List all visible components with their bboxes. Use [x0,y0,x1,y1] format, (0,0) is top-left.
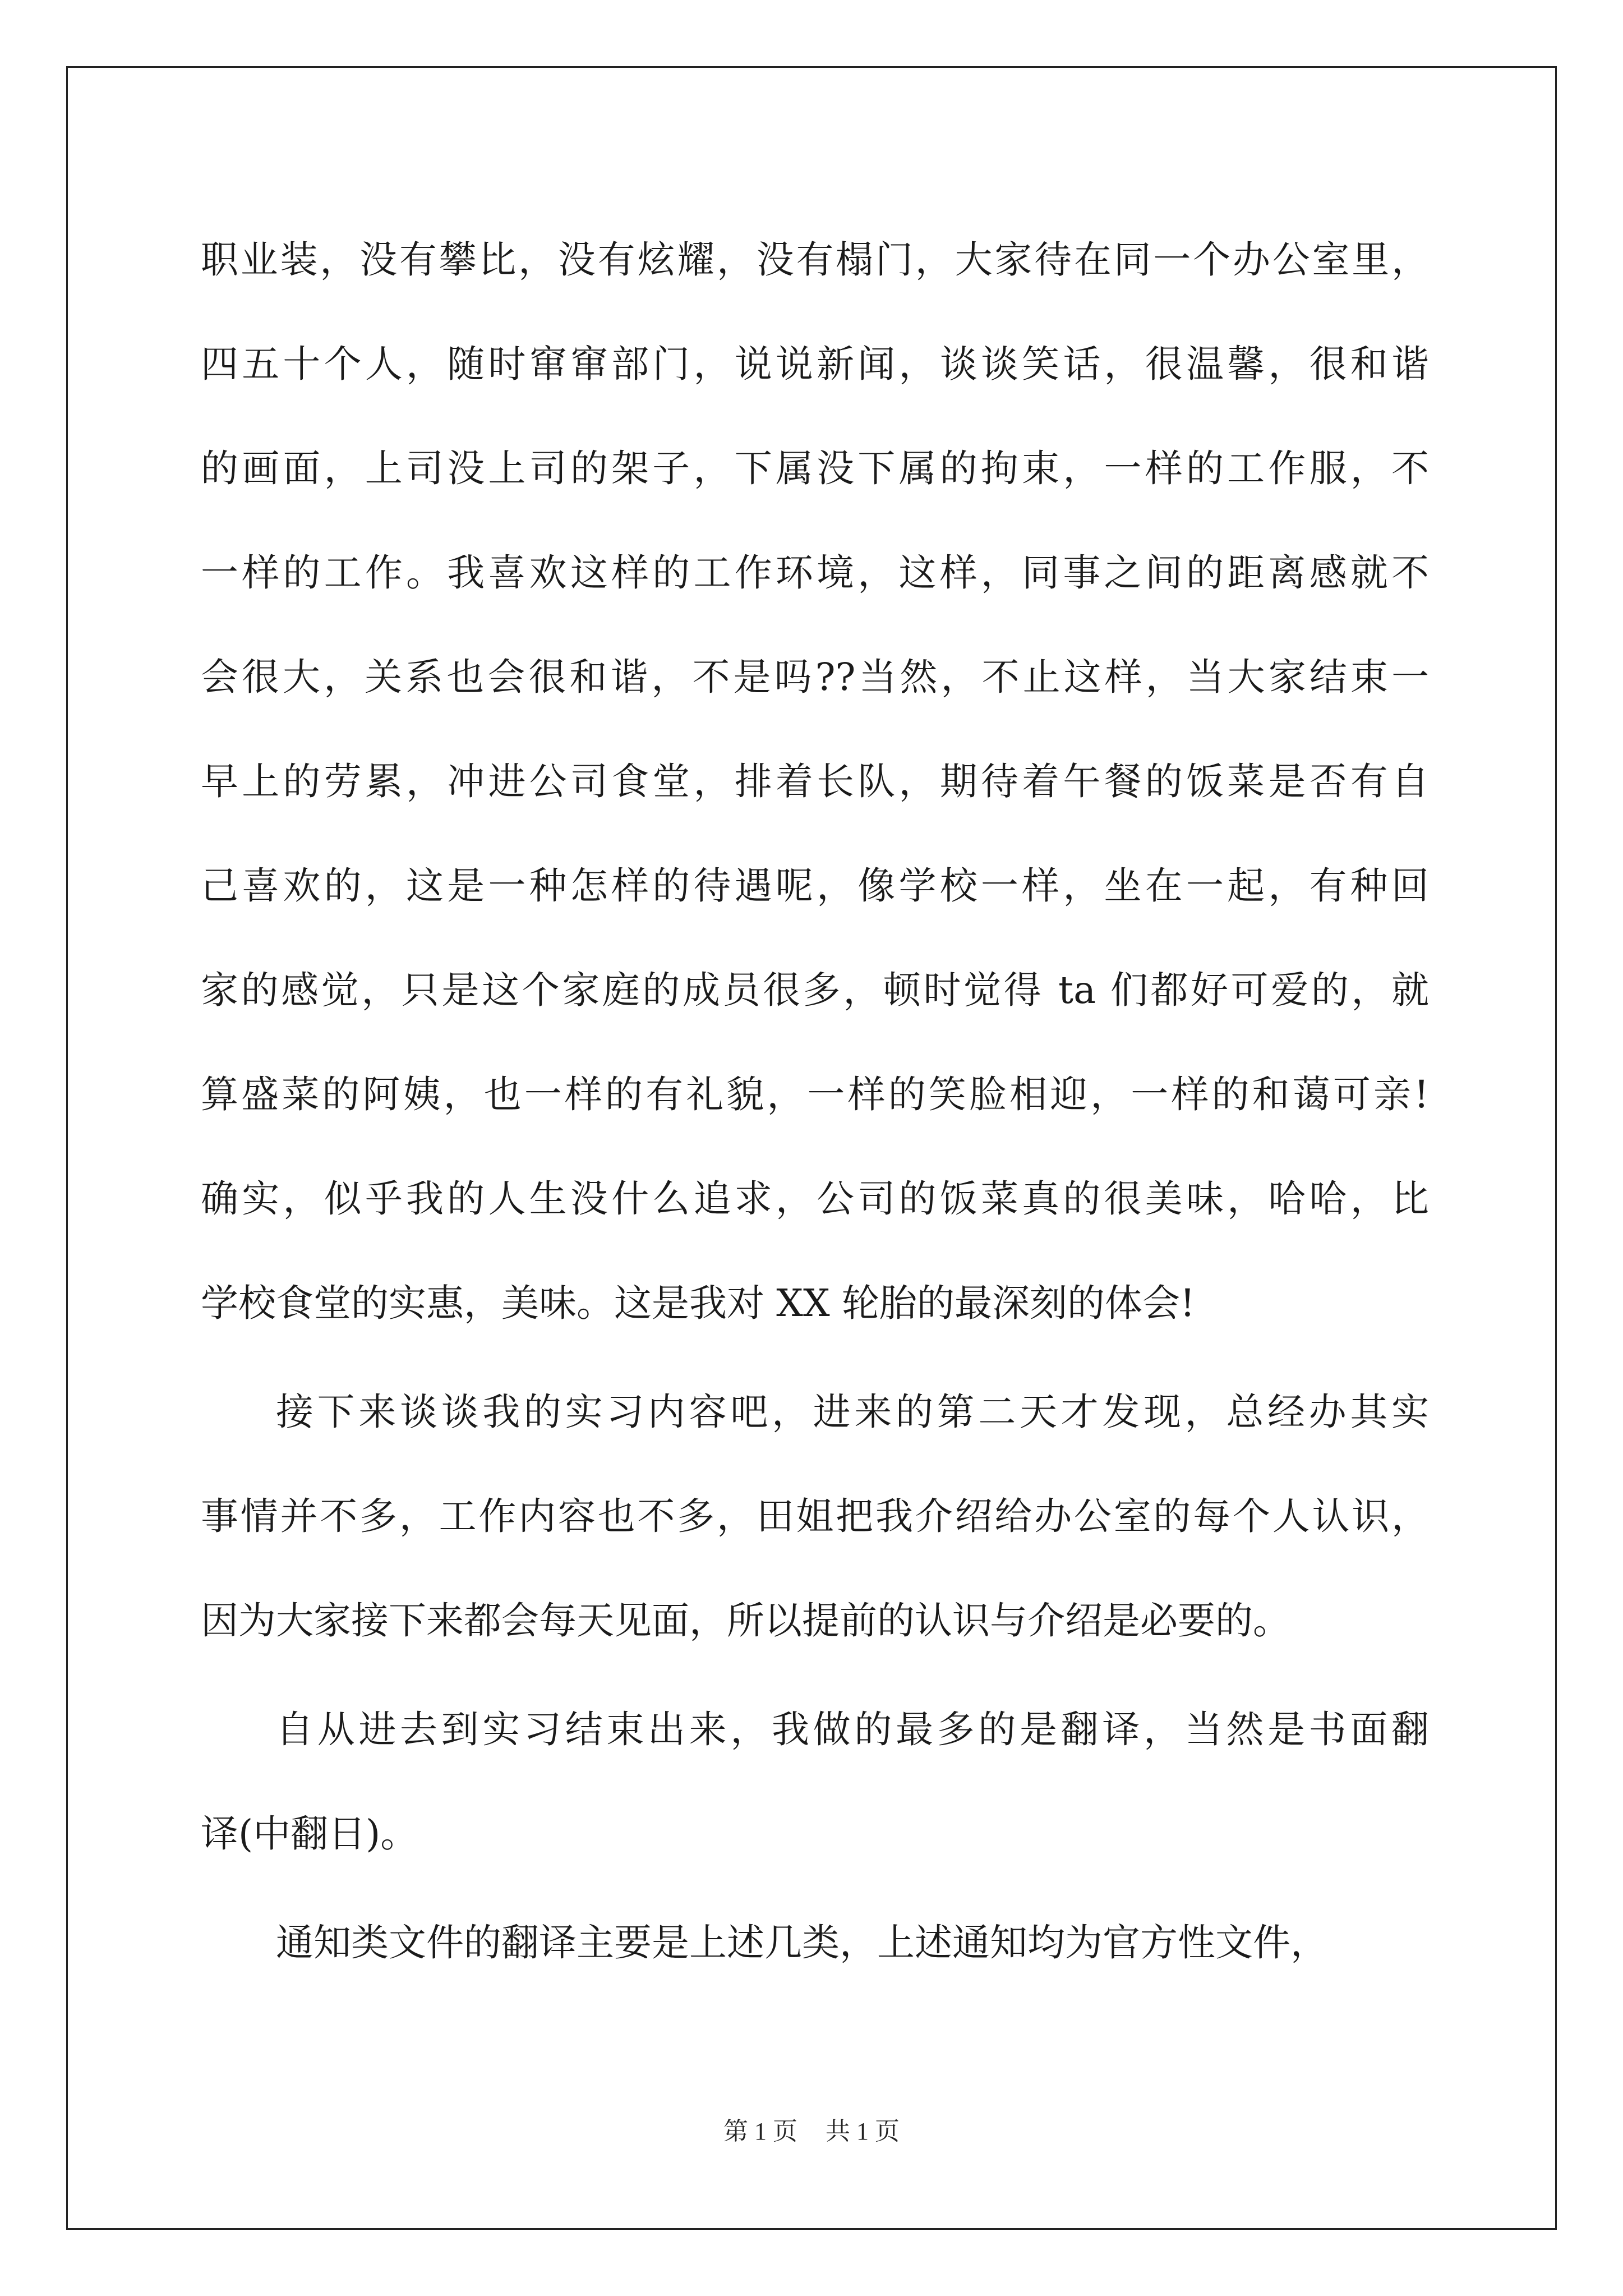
page-footer [0,2115,1623,2148]
text-line: 因为大家接下来都会每天见面，所以提前的认识与介绍是必要的。 [201,1599,1290,1642]
text-line: 译(中翻日)。 [201,1812,418,1856]
text-line: 确实，似乎我的人生没什么追求，公司的饭菜真的很美味，哈哈，比 [201,1177,1429,1221]
text-line: 事情并不多，工作内容也不多，田姐把我介绍给办公室的每个人认识， [201,1494,1429,1538]
text-line: 一样的工作。我喜欢这样的工作环境，这样，同事之间的距离感就不 [201,551,1429,595]
text-line: 己喜欢的，这是一种怎样的待遇呢，像学校一样，坐在一起，有种回 [201,864,1429,908]
text-line: 四五十个人，随时窜窜部门，说说新闻，谈谈笑话，很温馨，很和谐 [201,342,1429,386]
text-line: 算盛菜的阿姨，也一样的有礼貌，一样的笑脸相迎，一样的和蔼可亲! [201,1073,1429,1116]
text-line: 学校食堂的实惠，美味。这是我对 XX 轮胎的最深刻的体会! [201,1281,1195,1325]
text-line: 会很大，关系也会很和谐，不是吗??当然，不止这样，当大家结束一 [201,655,1429,699]
paragraph-first-line: 通知类文件的翻译主要是上述几类，上述通知均为官方性文件， [276,1921,1328,1964]
paragraph-first-line: 接下来谈谈我的实习内容吧，进来的第二天才发现，总经办其实 [276,1390,1429,1434]
document-body [201,208,1429,1995]
page-number: 第 1 页 [723,2118,797,2145]
page-total: 共 1 页 [826,2118,900,2145]
text-line: 家的感觉，只是这个家庭的成员很多，顿时觉得 ta 们都好可爱的，就 [201,968,1429,1012]
text-line: 职业装，没有攀比，没有炫耀，没有榻门，大家待在同一个办公室里， [201,238,1429,282]
text-line: 早上的劳累，冲进公司食堂，排着长队，期待着午餐的饭菜是否有自 [201,760,1429,803]
text-line: 的画面，上司没上司的架子，下属没下属的拘束，一样的工作服，不 [201,447,1429,490]
paragraph-first-line: 自从进去到实习结束出来，我做的最多的是翻译，当然是书面翻 [276,1708,1429,1751]
